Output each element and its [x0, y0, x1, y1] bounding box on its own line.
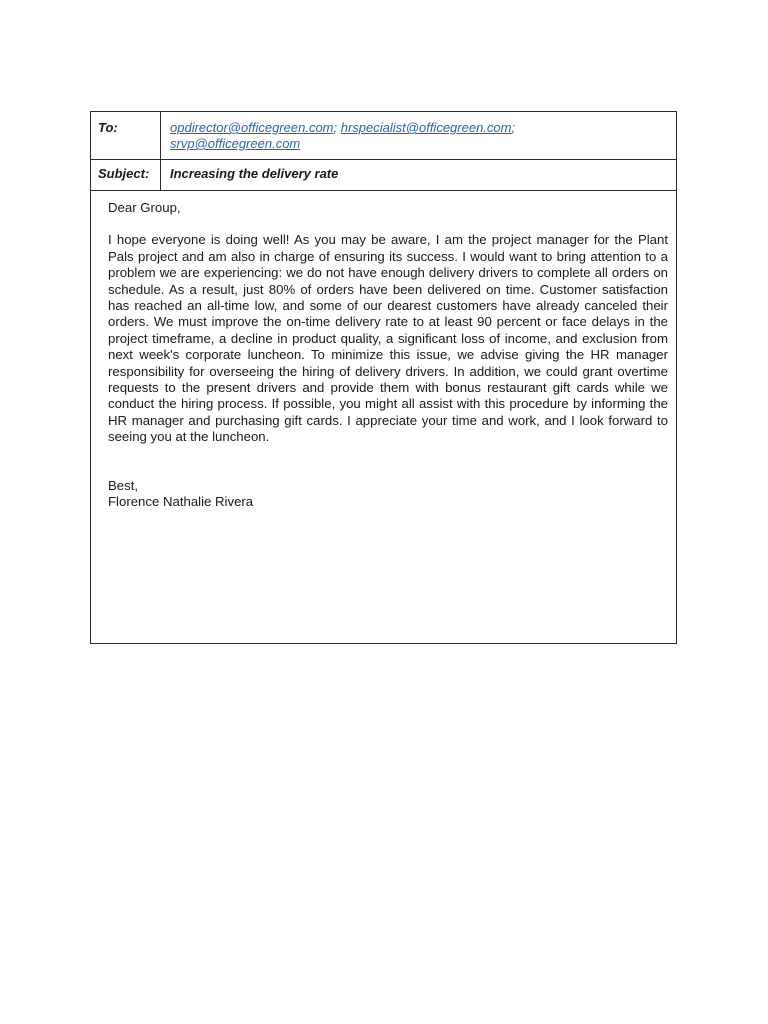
- recipients-field: [161, 112, 676, 159]
- body-paragraph: I hope everyone is doing well! As you may be aware, I am the project manager for the Plant Pals project and am also in charge of ensuring its success. I would want to bring attention to a problem we are experiencing: we do not have enough delivery drivers to complete all orders on schedule. As a result, just 80% of orders have been delivered on time. Customer satisfaction has reached an all-time low, and some of our dearest customers have already canceled their orders. We must improve the on-time delivery rate to at least 90 percent or face delays in the project timeframe, a decline in product quality, a significant loss of income, and exclusion from next week's corporate luncheon. To minimize this issue, we advise giving the HR manager responsibility for overseeing the hiring of delivery drivers. In addition, we could grant overtime requests to the present drivers and provide them with bonus restaurant gift cards while we conduct the hiring process. If possible, you might all assist with this procedure by informing the HR manager and purchasing gift cards. I appreciate your time and work, and I look forward to seeing you at the luncheon.: [108, 232, 668, 445]
- email-card: [90, 111, 677, 644]
- signature: Florence Nathalie Rivera: [108, 494, 254, 510]
- subject-row: [91, 160, 676, 191]
- closing: Best,: [108, 477, 139, 493]
- recipient-separator: ;: [333, 120, 338, 135]
- recipient-separator: ;: [511, 120, 516, 135]
- recipient-link-srvp[interactable]: srvp@officegreen.com: [170, 136, 301, 151]
- recipient-link-opdirector[interactable]: opdirector@officegreen.com: [170, 120, 334, 135]
- to-row: [91, 112, 676, 160]
- greeting: Dear Group,: [108, 200, 181, 215]
- email-body: [91, 191, 676, 511]
- subject-text: Increasing the delivery rate: [170, 166, 339, 181]
- recipient-link-hrspecialist[interactable]: hrspecialist@officegreen.com: [340, 120, 512, 135]
- subject-label: Subject:: [91, 160, 161, 190]
- to-label: To:: [91, 112, 161, 159]
